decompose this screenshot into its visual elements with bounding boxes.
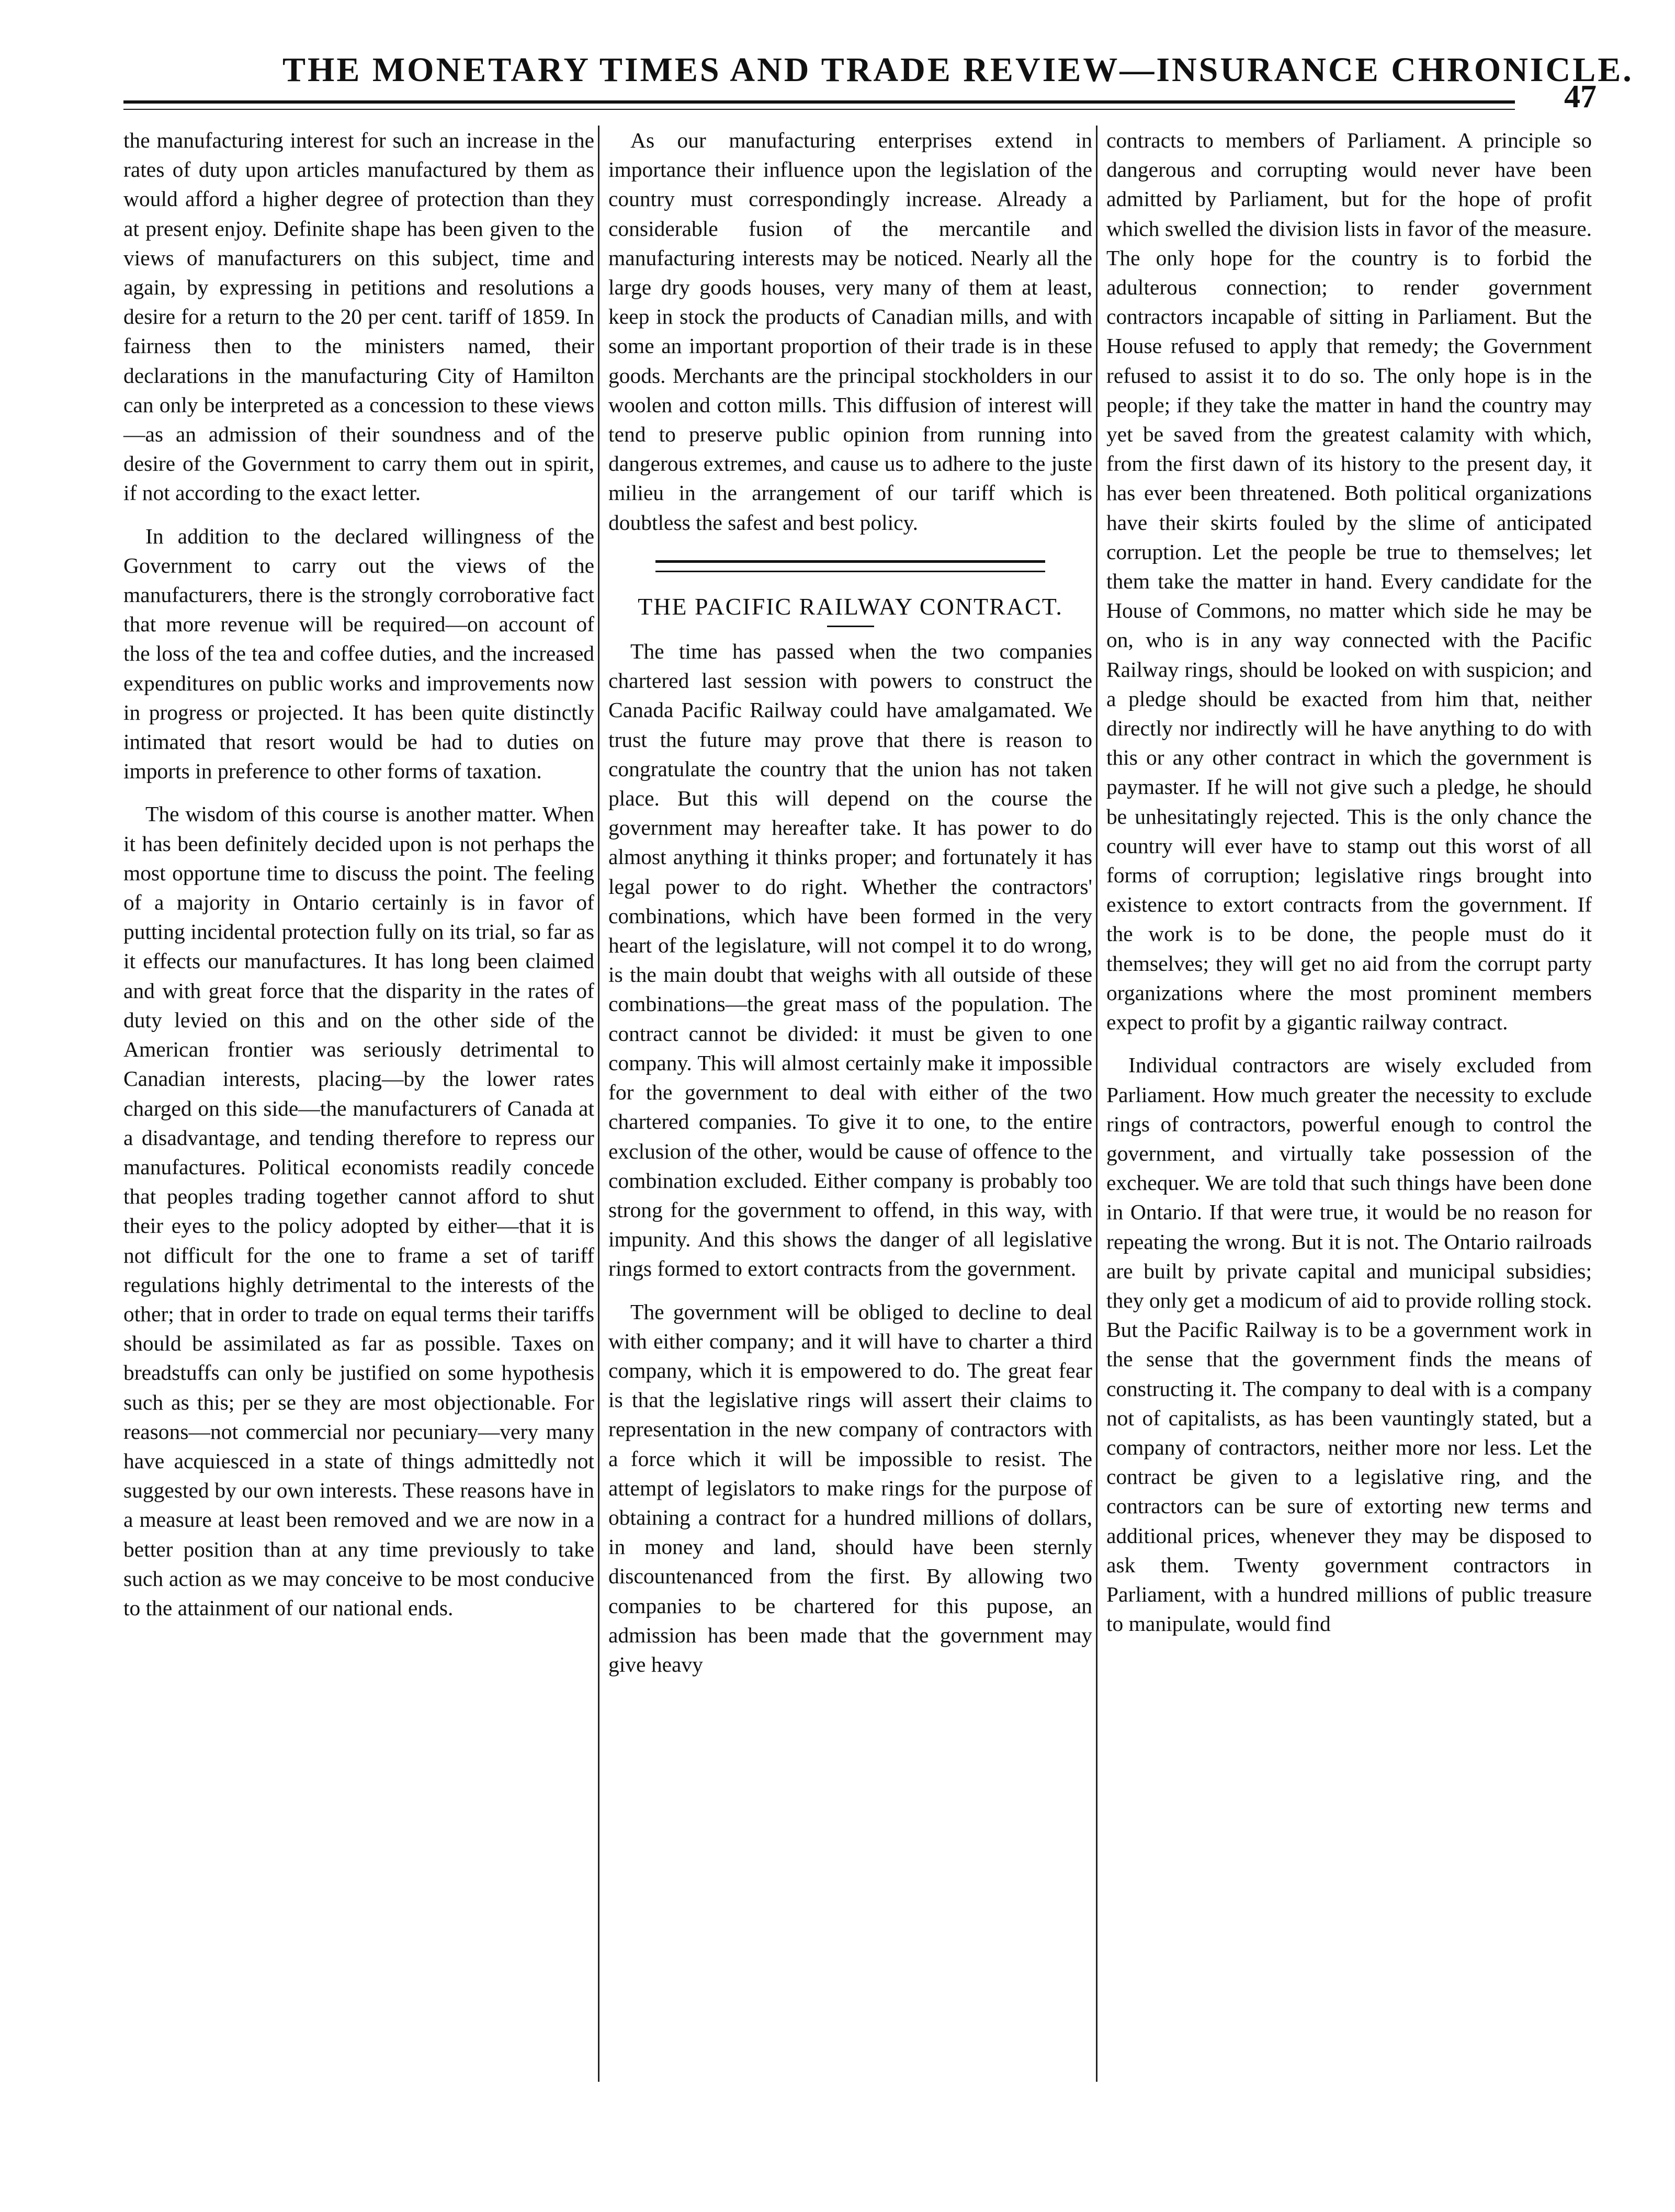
column-2-paragraph: As our manufacturing enterprises extend in importance their influence upon the legislation of the country must correspondingly increase. Already a considerable fusion of the mercantile and manufacturing interests may be noticed. Nearly all the large dry goods houses, very many of them at least, keep in stock the products of Canadian mills, and with some an important proportion of their trade is in these goods. Merchants are the principal stockholders in our woolen and cotton mills. This diffusion of interest will tend to preserve public opinion from running into dangerous extremes, and cause us to adhere to the juste milieu in the arrangement of our tariff which is doubtless the safest and best policy. xyxy=(608,128,1092,535)
heading-rule xyxy=(827,626,874,627)
column-1-paragraph: The wisdom of this course is another matter. When it has been definitely decided upon is not perhaps the most opportune time to discuss the point. The feeling of a majority in Ontario certainly is in favor of putting incidental protection fully on its trial, so far as it effects our manufactures. It has long been claimed and with great force that the disparity in the rates of duty levied on this and on the other side of the American frontier was seriously detrimental to Canadian interests, placing—by the lower rates charged on this side—the manufacturers of Canada at a disadvantage, and tending therefore to repress our manufactures. Political economists readily concede that peoples trading together cannot afford to shut their eyes to the policy adopted by either—that it is not difficult for the one to frame a set of tariff regulations highly detrimental to the interests of the other; that in order to trade on equal terms their tariffs should be assimilated as far as possible. Taxes on breadstuffs can only be justified on some hypothesis such as this; per se they are most objectionable. For reasons—not commercial nor pecuniary—very many have acquiesced in a state of things admittedly not suggested by our own interests. These reasons have in a measure at least been removed and we are now in a better position than at any time previously to take such action as we may conceive to be most conducive to the attainment of our national ends. xyxy=(123,802,594,1620)
column-2-paragraph: The time has passed when the two companies chartered last session with powers to construct the Canada Pacific Railway could have amalgamated. We trust the future may prove that there is reason to congratulate the country that the union has not taken place. But this will depend on the course the government may hereafter take. It has power to do almost anything it thinks proper; and fortunately it has legal power to do right. Whether the contractors' combinations, which have been formed in the very heart of the legislature, will not compel it to do wrong, is the main doubt that weighs with all outside of these combinations—the great mass of the population. The contract cannot be divided: it must be given to one company. This will almost certainly make it impossible for the government to deal with either of the two chartered companies. To give it to one, to the entire exclusion of the other, would be cause of offence to the combination excluded. Either company is probably too strong for the government to offend, in this way, with impunity. And this shows the danger of all legislative rings formed to extort contracts from the government. xyxy=(608,639,1092,1281)
header-rule-thin xyxy=(123,109,1515,110)
column-divider xyxy=(1096,126,1097,2082)
column-3 xyxy=(1106,126,1592,1652)
header-rule-thick xyxy=(123,100,1515,104)
column-3-paragraph: contracts to members of Parliament. A principle so dangerous and corrupting would never have been admitted by Parliament, but for the hope of profit which swelled the division lists in favor of the measure. The only hope for the country is to forbid the adulterous connection; to render government contractors incapable of sitting in Parliament. But the House refused to apply that remedy; the Government refused to assist it to do so. The only hope is in the people; if they take the matter in hand the country may yet be saved from the greatest calamity with which, from the first dawn of its history to the present day, it has ever been threatened. Both political organizations have their skirts fouled by the slime of anticipated corruption. Let the people be true to themselves; let them take the matter in hand. Every candidate for the House of Commons, no matter which side he may be on, who is in any way connected with the Pacific Railway rings, should be looked on with suspicion; and a pledge should be exacted from him that, neither directly nor indirectly will he have anything to do with this or any other contract in which the government is paymaster. If he will not give such a pledge, he should be unhesitatingly rejected. This is the only chance the country will ever have to stamp out this worst of all forms of corruption; legislative rings brought into existence to extort contracts from the government. If the work is to be done, the people must do it themselves; they will get no aid from the corrupt party organizations where the most prominent members expect to profit by a gigantic railway contract. xyxy=(1106,128,1592,1035)
column-2-paragraph: The government will be obliged to decline to deal with either company; and it will have to charter a third company, which it is empowered to do. The great fear is that the legislative rings will assert their claims to representation in the new company of contractors with a force which it will be impossible to resist. The attempt of legislators to make rings for the purpose of obtaining a contract for a hundred millions of dollars, in money and land, should have been sternly discountenanced from the first. By allowing two companies to be chartered for this pupose, an admission has been made that the government may give heavy xyxy=(608,1299,1092,1676)
column-1-paragraph: the manufacturing interest for such an increase in the rates of duty upon articles manufactured by them as would afford a higher degree of protection than they at present enjoy. Definite shape has been given to the views of manufacturers on this subject, time and again, by expressing in petitions and resolutions a desire for a return to the 20 per cent. tariff of 1859. In fairness then to the ministers named, their declarations in the manufacturing City of Hamilton can only be interpreted as a concession to these views—as an admission of their soundness and of the desire of the Government to carry them out in spirit, if not according to the exact letter. xyxy=(123,128,594,505)
section-divider xyxy=(655,560,1045,572)
page-header-title: THE MONETARY TIMES AND TRADE REVIEW—INSURANCE CHRONICLE. xyxy=(282,51,1634,89)
column-2 xyxy=(608,126,1092,1693)
column-1 xyxy=(123,126,594,1636)
page-number: 47 xyxy=(1564,79,1597,115)
column-3-paragraph: Individual contractors are wisely excluded from Parliament. How much greater the necessity to exclude rings of contractors, powerful enough to control the government, and virtually take possession of the exchequer. We are told that such things have been done in Ontario. If that were true, it would be no reason for repeating the wrong. But it is not. The Ontario railroads are built by private capital and municipal subsidies; they only get a modicum of aid to provide rolling stock. But the Pacific Railway is to be a government work in the sense that the government finds the means of constructing it. The company to deal with is a company not of capitalists, as has been vauntingly stated, but a company of contractors, neither more nor less. Let the contract be given to a legislative ring, and the contractors can be sure of extorting new terms and additional prices, whenever they may be disposed to ask them. Twenty government contractors in Parliament, with a hundred millions of public treasure to manipulate, would find xyxy=(1106,1053,1592,1636)
column-1-paragraph: In addition to the declared willingness of the Government to carry out the views of the manufacturers, there is the strongly corroborative fact that more revenue will be required—on account of the loss of the tea and coffee duties, and the increased expenditures on public works and improvements now in progress or projected. It has been quite distinctly intimated that resort would be had to duties on imports in preference to other forms of taxation. xyxy=(123,524,594,784)
column-divider xyxy=(598,126,599,2082)
article-heading: THE PACIFIC RAILWAY CONTRACT. xyxy=(638,593,1063,620)
